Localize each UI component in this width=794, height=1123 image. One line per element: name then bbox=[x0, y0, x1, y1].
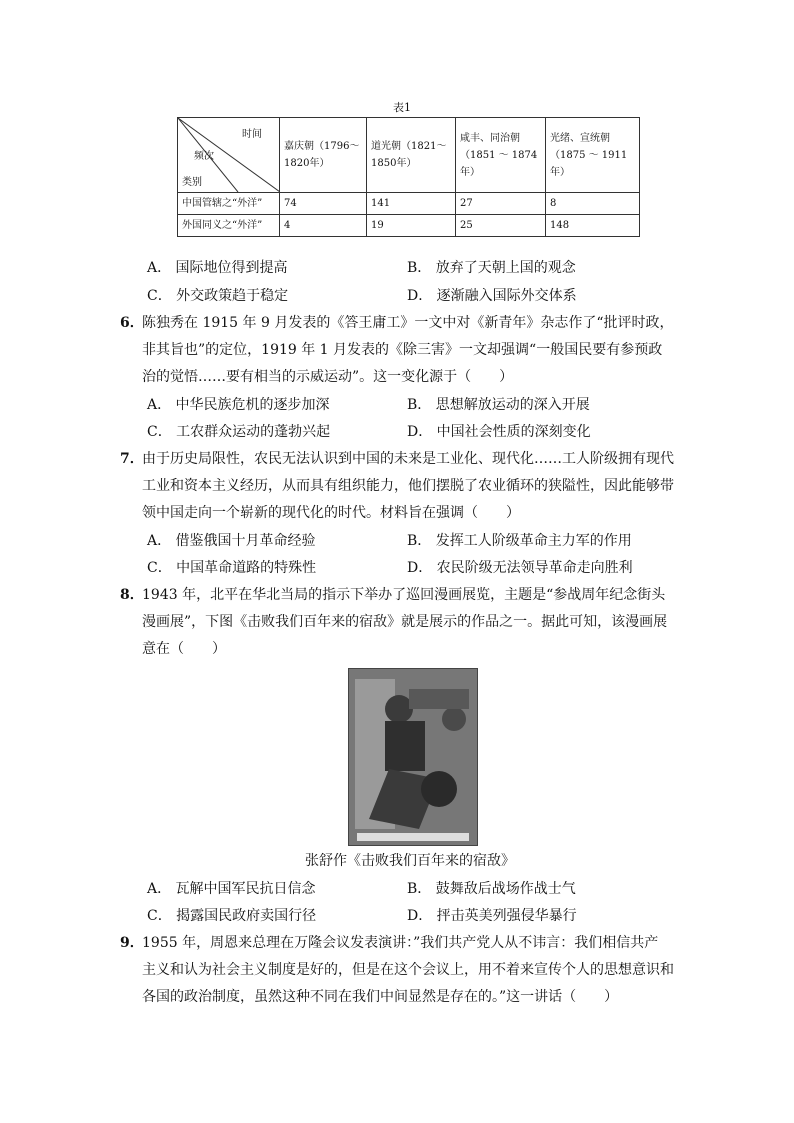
q8-stem-line: 1943 年，北平在华北当局的指示下举办了巡回漫画展览，主题是“参战周年纪念街头 bbox=[142, 587, 666, 603]
q9-stem-line: 1955 年，周恩来总理在万隆会议发表演讲：”我们共产党人从不讳言：我们相信共产 bbox=[142, 935, 659, 951]
frequency-table bbox=[177, 117, 640, 237]
q7-option-a[interactable]: A． 借鉴俄国十月革命经验 bbox=[147, 533, 316, 549]
q7-stem-line: 由于历史局限性，农民无法认识到中国的未来是工业化、现代化……工人阶级拥有现代 bbox=[142, 451, 674, 467]
table-cell: 141 bbox=[367, 193, 456, 215]
q6-number: 6． bbox=[120, 315, 144, 331]
q8-option-b[interactable]: B． 鼓舞敌后战场作战士气 bbox=[407, 881, 576, 897]
table-cell: 4 bbox=[280, 215, 367, 237]
column-header: 嘉庆朝（1796～1820年） bbox=[280, 118, 367, 193]
table-cell: 27 bbox=[456, 193, 546, 215]
table-row bbox=[178, 193, 640, 215]
q5-option-a[interactable]: A． 国际地位得到提高 bbox=[147, 260, 288, 276]
q5-option-d[interactable]: D． 逐渐融入国际外交体系 bbox=[407, 288, 577, 304]
q8-stem-line: 意在（ ） bbox=[142, 641, 226, 657]
q7-option-b[interactable]: B． 发挥工人阶级革命主力军的作用 bbox=[407, 533, 632, 549]
cartoon-illustration-icon bbox=[349, 669, 477, 845]
row-label: 中国管辖之“外洋” bbox=[178, 193, 280, 215]
table-cell: 148 bbox=[546, 215, 640, 237]
table-cell: 25 bbox=[456, 215, 546, 237]
diag-label-category: 类别 bbox=[182, 177, 202, 188]
q6-option-b[interactable]: B． 思想解放运动的深入开展 bbox=[407, 397, 590, 413]
q7-option-d[interactable]: D． 农民阶级无法领导革命走向胜利 bbox=[407, 560, 633, 576]
table-diagonal-header bbox=[178, 118, 280, 193]
q6-option-c[interactable]: C． 工农群众运动的蓬勃兴起 bbox=[147, 424, 331, 440]
q5-option-b[interactable]: B． 放弃了天朝上国的观念 bbox=[407, 260, 576, 276]
q8-stem-line: 漫画展”，下图《击败我们百年来的宿敌》就是展示的作品之一。据此可知，该漫画展 bbox=[142, 614, 668, 630]
q9-number: 9． bbox=[120, 935, 144, 951]
table-cell: 8 bbox=[546, 193, 640, 215]
q7-number: 7． bbox=[120, 451, 144, 467]
table-caption: 表1 bbox=[393, 101, 411, 114]
q7-stem-line: 领中国走向一个崭新的现代化的时代。材料旨在强调（ ） bbox=[142, 505, 520, 521]
column-header: 光绪、宣统朝（1875 ～ 1911年） bbox=[546, 118, 640, 193]
figure-caption: 张舒作《击败我们百年来的宿敌》 bbox=[305, 853, 515, 869]
q8-number: 8． bbox=[120, 587, 144, 603]
diag-label-frequency: 频次 bbox=[194, 151, 214, 162]
column-header: 咸丰、同治朝（1851 ～ 1874年） bbox=[456, 118, 546, 193]
q6-option-d[interactable]: D． 中国社会性质的深刻变化 bbox=[407, 424, 591, 440]
q9-stem-line: 各国的政治制度，虽然这种不同在我们中间显然是存在的。”这一讲话（ ） bbox=[142, 989, 619, 1005]
q8-option-c[interactable]: C． 揭露国民政府卖国行径 bbox=[147, 908, 317, 924]
column-header: 道光朝（1821～1850年） bbox=[367, 118, 456, 193]
q6-stem-line: 陈独秀在 1915 年 9 月发表的《答王庸工》一文中对《新青年》杂志作了“批评时政， bbox=[142, 315, 674, 331]
q6-stem-line: 非其旨也”的定位，1919 年 1 月发表的《除三害》一文却强调“一般国民要有参预政 bbox=[142, 342, 663, 358]
table-row bbox=[178, 215, 640, 237]
table-cell: 19 bbox=[367, 215, 456, 237]
q6-stem-line: 治的觉悟……要有相当的示威运动”。这一变化源于（ ） bbox=[142, 369, 514, 385]
row-label: 外国同义之“外洋” bbox=[178, 215, 280, 237]
q7-option-c[interactable]: C． 中国革命道路的特殊性 bbox=[147, 560, 317, 576]
diag-label-time: 时间 bbox=[242, 129, 262, 140]
q8-option-a[interactable]: A． 瓦解中国军民抗日信念 bbox=[147, 881, 316, 897]
q6-option-a[interactable]: A． 中华民族危机的逐步加深 bbox=[147, 397, 330, 413]
cartoon-image bbox=[348, 668, 478, 846]
table-cell: 74 bbox=[280, 193, 367, 215]
q7-stem-line: 工业和资本主义经历，从而具有组织能力，他们摆脱了农业循环的狭隘性，因此能够带 bbox=[142, 478, 674, 494]
q8-option-d[interactable]: D． 抨击英美列强侵华暴行 bbox=[407, 908, 577, 924]
q9-stem-line: 主义和认为社会主义制度是好的，但是在这个会议上，用不着来宣传个人的思想意识和 bbox=[142, 962, 674, 978]
q5-option-c[interactable]: C． 外交政策趋于稳定 bbox=[147, 288, 289, 304]
